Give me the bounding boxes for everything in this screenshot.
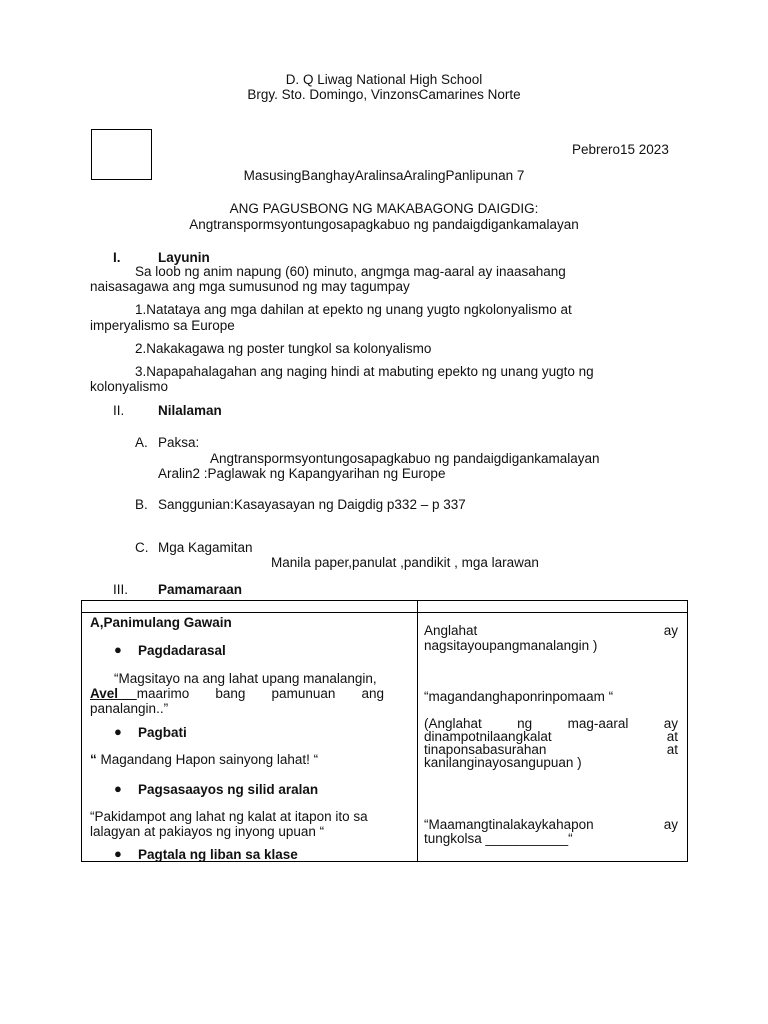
response-1-line-1 xyxy=(424,623,678,639)
plan-title: MasusingBanghayAralinsaAralingPanlipunan 7 xyxy=(243,168,525,183)
bullet-icon: ● xyxy=(114,846,122,861)
topic-title: ANG PAGUSBONG NG MAKABAGONG DAIGDIG: xyxy=(229,201,539,216)
section-2-number: II. xyxy=(113,403,125,418)
response-1-line-1-text: Anglahat ay xyxy=(424,623,678,638)
objective-1-line-2: imperyalismo sa Europe xyxy=(90,318,235,333)
item-b-text: Sanggunian:Kasayasayan ng Daigdig p332 – p 337 xyxy=(158,497,466,512)
topic-subtitle: Angtranspormsyontungosapagkabuo ng pandaigdigankamalayan xyxy=(189,217,579,232)
section-3-title: Pamamaraan xyxy=(158,582,243,597)
prayer-quote-line-1: “Magsitayo na ang lahat upang manalangin, xyxy=(114,671,377,686)
section-3-number: III. xyxy=(113,582,129,597)
response-3-line-2: dinampotnilaangkalat at xyxy=(424,729,678,744)
room-quote-line-2: lalagyan at pakiayos ng inyong upuan “ xyxy=(90,824,325,839)
school-name: D. Q Liwag National High School xyxy=(285,72,483,87)
item-c-label: C. xyxy=(135,540,149,555)
prayer-quote-line-2-text: maarimo bang pamunuan ang xyxy=(136,686,384,701)
step-attendance: Pagtala ng liban sa klase xyxy=(138,847,298,862)
objective-3-line-2: kolonyalismo xyxy=(90,379,169,394)
section-1-title: Layunin xyxy=(158,250,210,265)
item-a-topic: Angtranspormsyontungosapagkabuo ng pandaigdigankamalayan xyxy=(210,451,600,466)
step-greeting: Pagbati xyxy=(138,725,187,740)
objectives-intro-line-2: naisasagawa ang mga sumusunod ng may tagumpay xyxy=(90,279,410,294)
response-4-line-2: tungkolsa ___________“ xyxy=(424,831,573,846)
response-3-line-3: tinaponsabasurahan at xyxy=(424,742,678,757)
table-header-right xyxy=(418,601,688,613)
step-prayer: Pagdadarasal xyxy=(138,643,226,658)
objective-2: 2.Nakakagawa ng poster tungkol sa kolonyalismo xyxy=(135,341,432,356)
item-c-materials: Manila paper,panulat ,pandikit , mga larawan xyxy=(271,555,539,570)
section-2-title: Nilalaman xyxy=(158,403,222,418)
objective-1-line-1: 1.Natataya ang mga dahilan at epekto ng unang yugto ngkolonyalismo at xyxy=(135,302,572,317)
response-2: “magandanghaponrinpomaam “ xyxy=(424,689,614,704)
section-1-number: I. xyxy=(113,250,121,265)
room-quote-line-1: “Pakidampot ang lahat ng kalat at itapon ito sa xyxy=(90,809,368,824)
student-activity-cell xyxy=(418,613,688,862)
table-header-left xyxy=(82,601,418,613)
table-row xyxy=(82,613,688,862)
greeting-open-quote: “ xyxy=(90,752,97,767)
objectives-intro-line-1: Sa loob ng anim napung (60) minuto, angmga mag-aaral ay inaasahang xyxy=(135,264,566,279)
document-date: Pebrero15 2023 xyxy=(572,142,669,157)
procedure-table xyxy=(81,600,688,862)
response-3-line-1: (Anglahat ng mag-aaral ay xyxy=(424,716,678,731)
bullet-icon: ● xyxy=(114,781,122,796)
activity-heading: A,Panimulang Gawain xyxy=(90,615,232,630)
greeting-text: Magandang Hapon sainyong lahat! “ xyxy=(100,752,319,767)
response-4-line-1: “Maamangtinalakaykahapon ay xyxy=(424,817,678,832)
item-b-label: B. xyxy=(135,497,148,512)
item-c-text: Mga Kagamitan xyxy=(158,540,253,555)
bullet-icon: ● xyxy=(114,642,122,657)
response-1-line-2: nagsitayoupangmanalangin ) xyxy=(424,638,598,653)
greeting-quote xyxy=(90,752,318,768)
prayer-quote-line-3: panalangin..” xyxy=(90,701,169,716)
item-a-lesson: Aralin2 :Paglawak ng Kapangyarihan ng Europe xyxy=(158,466,446,481)
objective-3-line-1: 3.Napapahalagahan ang naging hindi at mabuting epekto ng unang yugto ng xyxy=(135,364,594,379)
bullet-icon: ● xyxy=(114,724,122,739)
student-name: Avel xyxy=(90,686,119,701)
school-address: Brgy. Sto. Domingo, VinzonsCamarines Norte xyxy=(247,87,521,102)
item-a-label: A. xyxy=(135,435,148,450)
teacher-activity-cell xyxy=(82,613,418,862)
item-a-text: Paksa: xyxy=(158,435,200,450)
step-room-arrangement: Pagsasaayos ng silid aralan xyxy=(138,782,319,797)
response-3-line-4: kanilanginayosangupuan ) xyxy=(424,755,582,770)
table-header-row xyxy=(82,601,688,613)
prayer-quote-line-2 xyxy=(90,686,384,702)
